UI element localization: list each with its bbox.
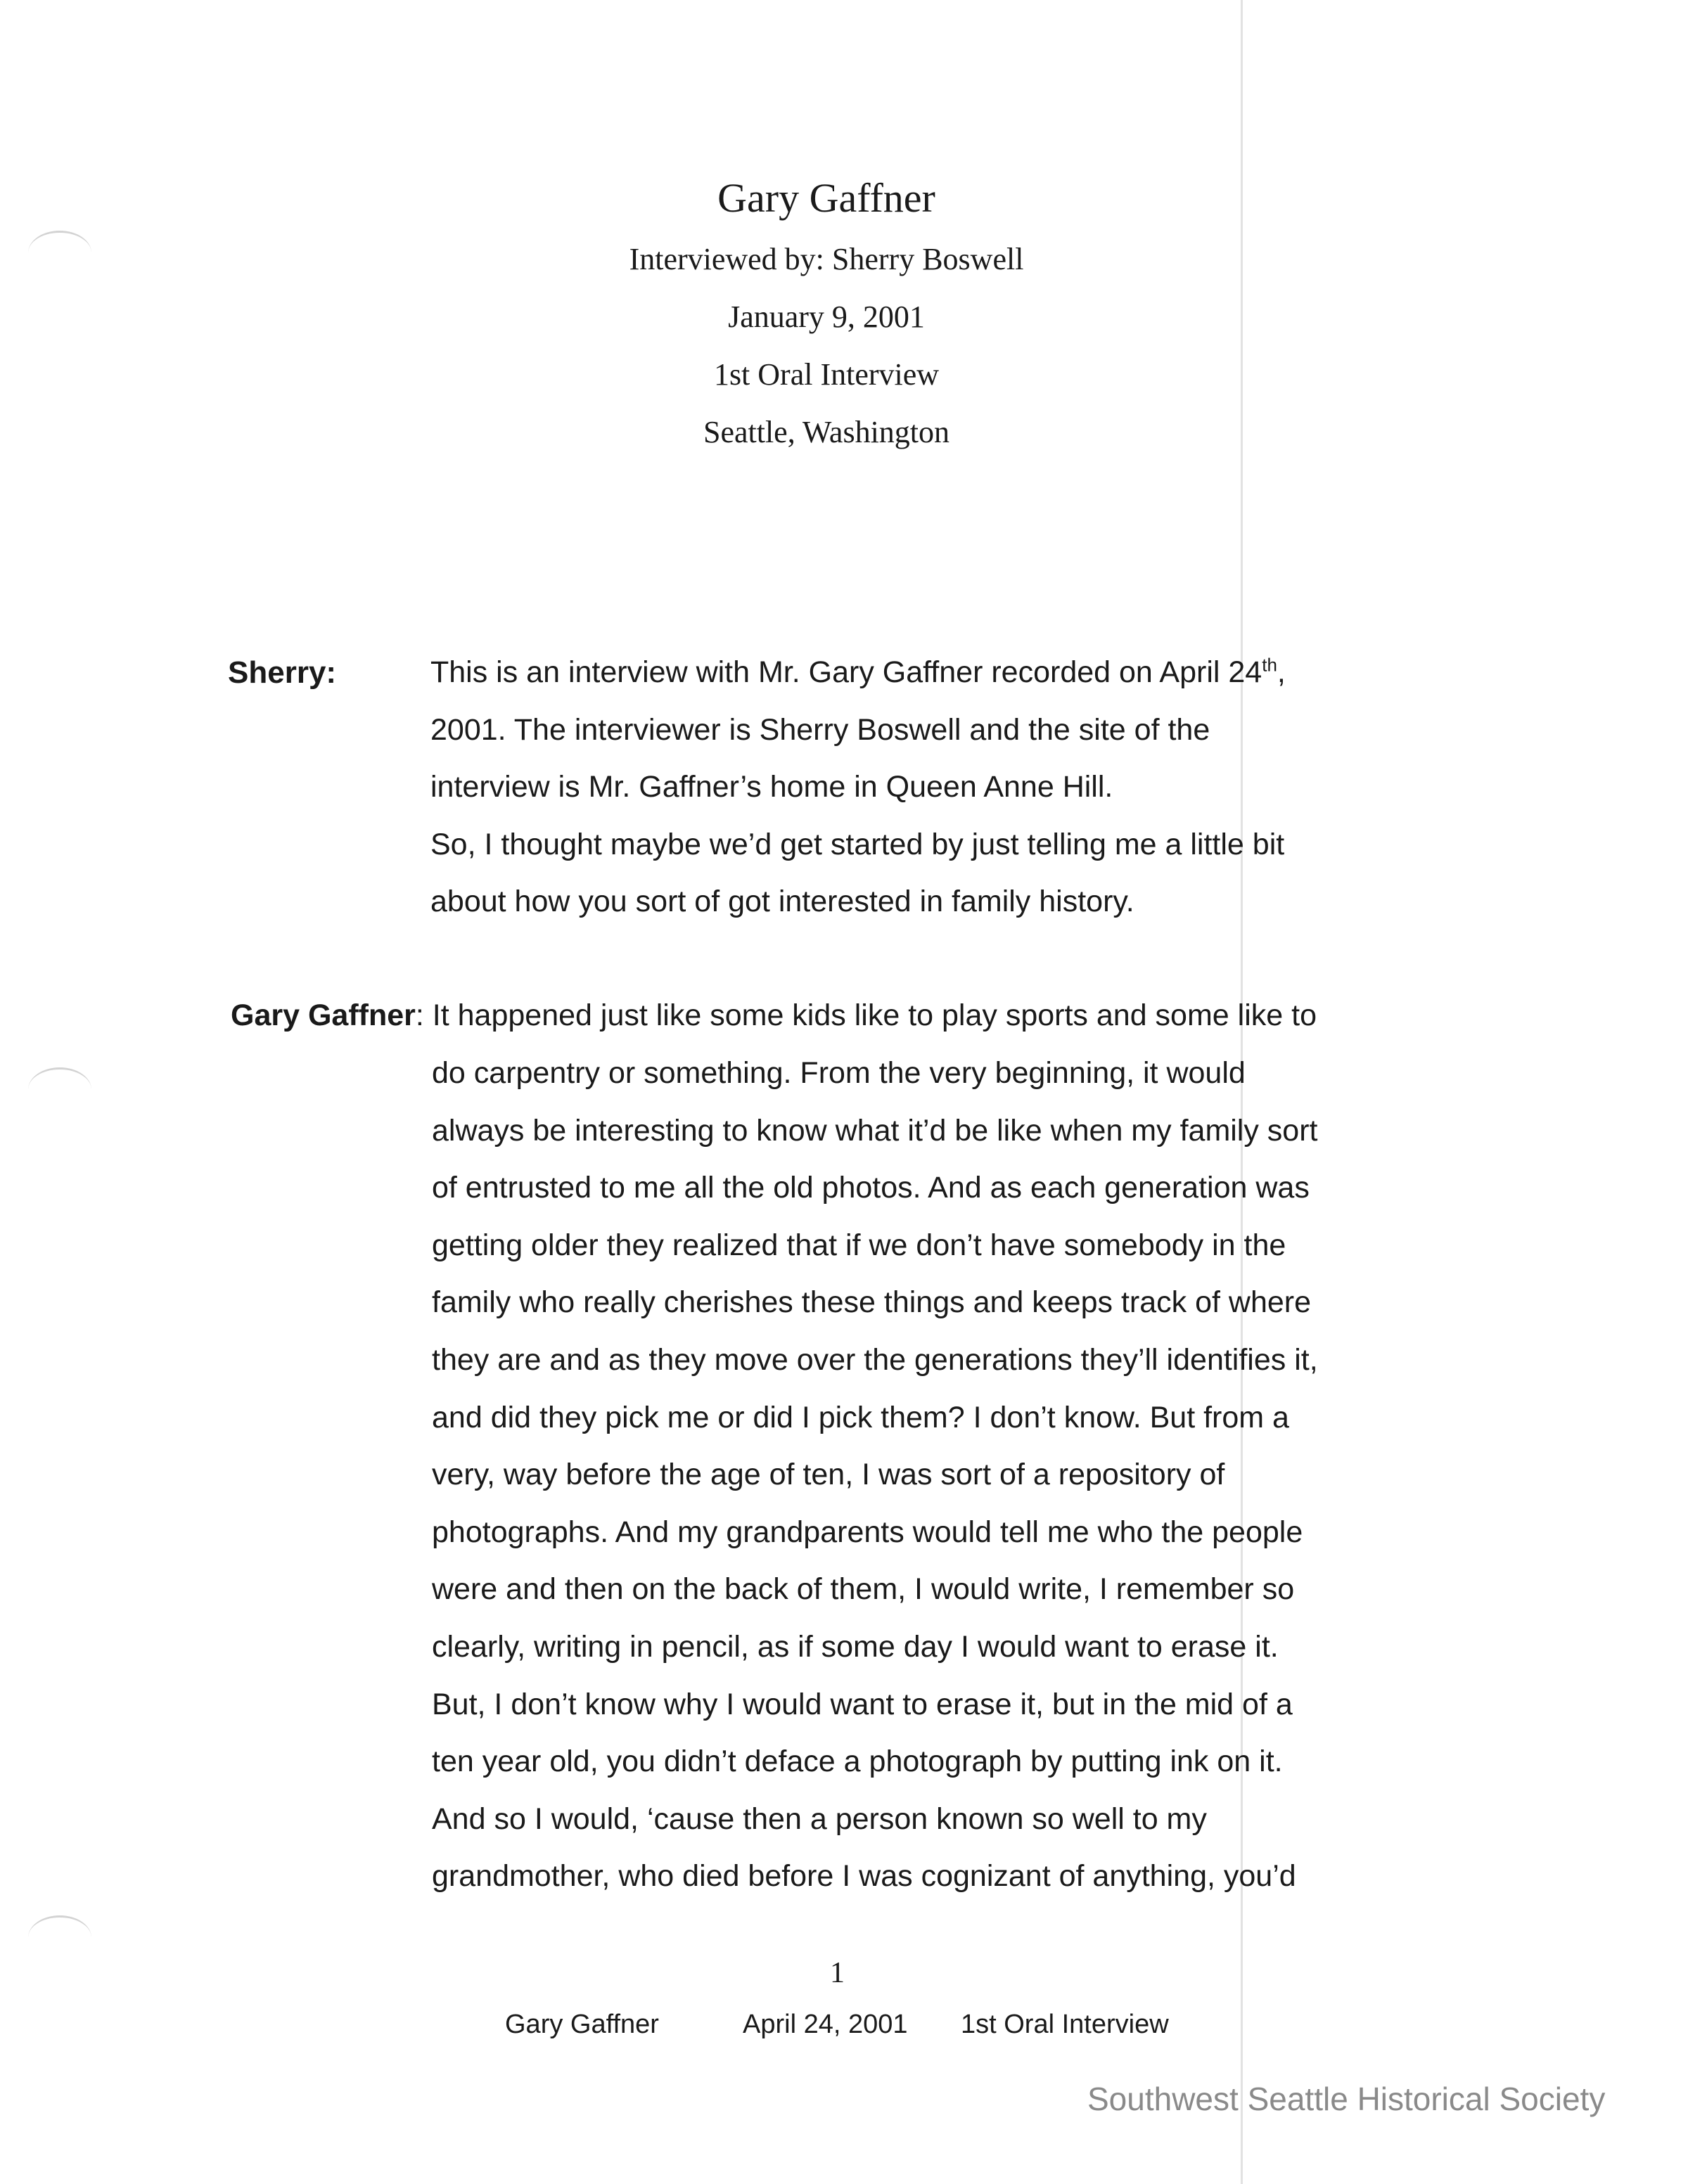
footer-interview: 1st Oral Interview	[961, 2010, 1169, 2039]
speaker-name: Sherry:	[228, 655, 337, 690]
transcript-line: photographs. And my grandparents would tell me who the people	[432, 1515, 1303, 1549]
transcript-line: 2001. The interviewer is Sherry Boswell and the site of the	[430, 712, 1210, 747]
transcript-line: ten year old, you didn’t deface a photograph by putting ink on it.	[432, 1745, 1283, 1779]
transcript-line: about how you sort of got interested in family history.	[430, 885, 1134, 919]
speaker-label-sherry	[228, 655, 336, 690]
transcript-line: and did they pick me or did I pick them? I don’t know. But from a	[432, 1400, 1289, 1434]
transcript-first-line-gary	[231, 987, 1317, 1045]
transcript-line: This is an interview with Mr. Gary Gaffner recorded on April 24th,	[430, 654, 1286, 689]
footer-name: Gary Gaffner	[505, 2010, 659, 2039]
transcript-line: grandmother, who died before I was cognizant of anything, you’d	[432, 1859, 1296, 1894]
transcript-line: very, way before the age of ten, I was sort of a repository of	[432, 1458, 1225, 1492]
footer-date: April 24, 2001	[743, 2010, 908, 2039]
page-number: 1	[830, 1957, 845, 1989]
document-header	[0, 166, 1653, 461]
speaker-name: Gary Gaffner	[231, 998, 416, 1032]
interviewer-line: Interviewed by: Sherry Boswell	[629, 242, 1024, 276]
transcript-line: getting older they realized that if we don’t have somebody in the	[432, 1228, 1286, 1262]
interview-date: January 9, 2001	[728, 300, 925, 334]
transcript-line: family who really cherishes these things and keeps track of where	[432, 1285, 1312, 1320]
document-title: Gary Gaffner	[717, 175, 935, 221]
transcript-line: clearly, writing in pencil, as if some day I would want to erase it.	[432, 1629, 1279, 1664]
transcript-line: do carpentry or something. From the very beginning, it would	[432, 1056, 1246, 1090]
transcript-paragraph-sherry	[430, 644, 1286, 931]
transcript-line: of entrusted to me all the old photos. And as each generation was	[432, 1171, 1310, 1205]
interview-number: 1st Oral Interview	[713, 357, 940, 392]
punch-hole-bottom	[28, 1915, 91, 1960]
transcript-line: And so I would, ‘cause then a person known so well to my	[432, 1801, 1207, 1836]
transcript-line: So, I thought maybe we’d get started by just telling me a little bit	[430, 827, 1285, 861]
transcript-line: were and then on the back of them, I would write, I remember so	[432, 1572, 1295, 1607]
transcript-line: interview is Mr. Gaffner’s home in Queen Anne Hill.	[430, 770, 1113, 804]
transcript-paragraph-gary	[432, 1045, 1318, 1906]
punch-hole-middle	[28, 1067, 91, 1112]
transcript-line: they are and as they move over the generations they’ll identifies it,	[432, 1342, 1318, 1377]
interview-location: Seattle, Washington	[703, 415, 950, 449]
watermark: Southwest Seattle Historical Society	[1087, 2081, 1606, 2117]
transcript-line: Gary Gaffner: It happened just like some kids like to play sports and some like to	[231, 998, 1317, 1032]
transcript-line: always be interesting to know what it’d be like when my family sort	[432, 1113, 1318, 1148]
transcript-line: But, I don’t know why I would want to erase it, but in the mid of a	[432, 1687, 1293, 1721]
